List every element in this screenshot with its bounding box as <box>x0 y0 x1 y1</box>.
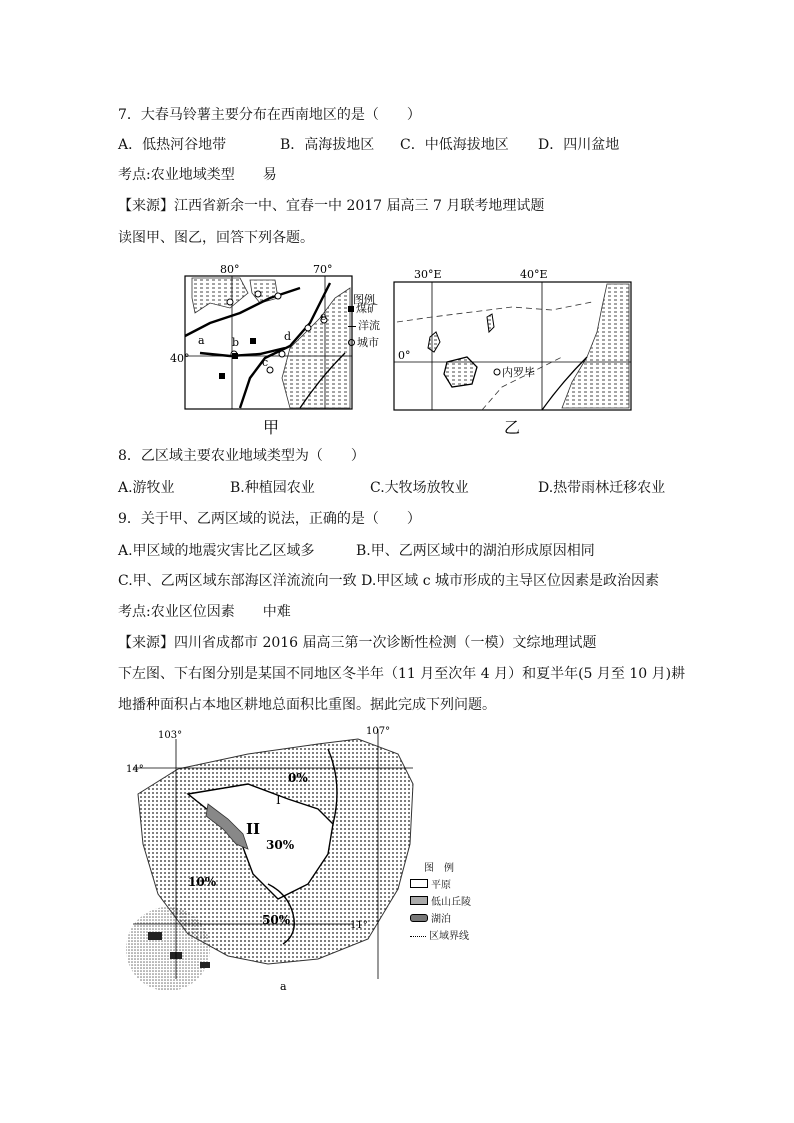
q8-option-a: A.游牧业 <box>118 480 175 496</box>
map-yi-city <box>494 369 500 375</box>
map-yi <box>392 262 634 438</box>
q7-kaodian: 考点:农业地域类型 易 <box>118 167 277 183</box>
map-a-lat1: 14° <box>126 764 144 775</box>
map-jia-legend-coal-label: 煤矿 <box>356 302 378 315</box>
map-a-legend-boundary-label: 区域界线 <box>429 931 469 942</box>
map-jia-label-c: c <box>262 356 269 369</box>
map-a-legend-hills-label: 低山丘陵 <box>431 897 471 908</box>
map-a-pct-50: 50% <box>262 913 291 927</box>
map-a-region-1: I <box>276 793 281 807</box>
map-yi-lat: 0° <box>398 349 411 362</box>
map-jia-city <box>275 293 281 299</box>
map-jia-city <box>255 291 261 297</box>
q7-option-c: C．中低海拔地区 <box>400 137 509 153</box>
city-icon <box>348 339 355 346</box>
q9-option-b: B.甲、乙两区域中的湖泊形成原因相同 <box>356 543 595 559</box>
map-a-lon1: 103° <box>158 730 183 741</box>
map-jia-coal <box>219 373 225 379</box>
q9-option-a: A.甲区域的地震灾害比乙区域多 <box>118 543 315 559</box>
q8-option-c: C.大牧场放牧业 <box>370 480 469 496</box>
map-yi-lake-victoria <box>444 357 477 387</box>
q8-stem: 8．乙区域主要农业地域类型为（ ） <box>118 448 365 464</box>
map-jia-label-a: a <box>198 334 205 347</box>
hills-icon <box>410 896 428 905</box>
map-a-pct-10: 10% <box>188 875 217 889</box>
map-jia-label-e: e <box>320 310 327 323</box>
q7-option-a: A．低热河谷地带 <box>118 137 227 153</box>
map-a-legend-plain <box>410 877 490 894</box>
q8-option-d: D.热带雨林迁移农业 <box>538 480 666 496</box>
intro-line-2b: 地播种面积占本地区耕地总面积比重图。据此完成下列问题。 <box>118 697 496 713</box>
map-a-legend-boundary <box>410 928 490 945</box>
map-yi-lon1: 30°E <box>414 268 442 281</box>
map-a-legend-plain-label: 平原 <box>431 880 451 891</box>
lake-icon <box>410 914 428 922</box>
map-jia-coal <box>250 338 256 344</box>
map-jia-legend-title: 图例 <box>353 293 375 306</box>
coal-icon <box>348 306 354 312</box>
map-jia-city <box>227 299 233 305</box>
map-yi-lon2: 40°E <box>520 268 548 281</box>
map-a-lon2: 107° <box>366 726 391 737</box>
q9-options-cd: C.甲、乙两区域东部海区洋流流向一致 D.甲区域 c 城市形成的主导区位因素是政治因素 <box>118 573 660 589</box>
q8-option-b: B.种植园农业 <box>230 480 315 496</box>
map-jia-legend-current <box>348 317 392 334</box>
map-jia-legend-city <box>348 334 392 351</box>
map-jia-legend <box>348 300 392 351</box>
source-line-1: 【来源】江西省新余一中、宜春一中 2017 届高三 7 月联考地理试题 <box>118 198 545 214</box>
source-line-2: 【来源】四川省成都市 2016 届高三第一次诊断性检测（一模）文综地理试题 <box>118 635 597 651</box>
map-jia-label-b: b <box>232 336 240 349</box>
map-jia-city <box>279 351 285 357</box>
map-a-legend-lake <box>410 911 490 928</box>
q7-option-d: D．四川盆地 <box>538 137 620 153</box>
map-jia-label-d: d <box>284 330 292 343</box>
map-yi-city-label: 内罗毕 <box>502 366 535 379</box>
map-jia-coal <box>232 353 238 359</box>
map-a-caption: a <box>280 980 287 993</box>
current-icon <box>348 326 356 327</box>
map-jia-legend-current-label: 洋流 <box>358 319 380 332</box>
map-jia-lon1: 80° <box>220 263 240 276</box>
map-a <box>128 724 498 994</box>
map-yi-caption: 乙 <box>504 418 521 437</box>
map-a-island <box>200 962 210 968</box>
map-jia-lat: 40° <box>170 352 190 365</box>
map-jia-legend-coal <box>348 300 392 317</box>
map-a-pct-0: 0% <box>288 771 308 785</box>
map-a-legend-lake-label: 湖泊 <box>431 914 451 925</box>
map-a-legend-title: 图 例 <box>424 863 454 874</box>
map-a-legend-hills <box>410 894 490 911</box>
q9-kaodian: 考点:农业区位因素 中难 <box>118 604 291 620</box>
map-jia-caption: 甲 <box>263 418 280 437</box>
map-a-circle-region <box>126 907 210 991</box>
boundary-icon <box>410 936 426 937</box>
map-a-island <box>148 932 162 940</box>
plain-icon <box>410 879 428 888</box>
map-jia-lon2: 70° <box>313 263 333 276</box>
intro-line-1: 读图甲、图乙，回答下列各题。 <box>118 230 314 246</box>
map-jia-city <box>305 325 311 331</box>
map-a-region-2: II <box>246 820 261 838</box>
q7-option-b: B．高海拔地区 <box>280 137 375 153</box>
q9-stem: 9．关于甲、乙两区域的说法，正确的是（ ） <box>118 511 421 527</box>
q7-stem: 7．大春马铃薯主要分布在西南地区的是（ ） <box>118 107 421 123</box>
intro-line-2a: 下左图、下右图分别是某国不同地区冬半年（11 月至次年 4 月）和夏半年(5 月至 10 月)耕 <box>118 666 686 682</box>
map-a-legend <box>410 860 490 945</box>
map-jia-legend-city-label: 城市 <box>357 336 379 349</box>
map-a-lat2: 11° <box>350 920 368 931</box>
map-a-pct-30: 30% <box>266 838 295 852</box>
